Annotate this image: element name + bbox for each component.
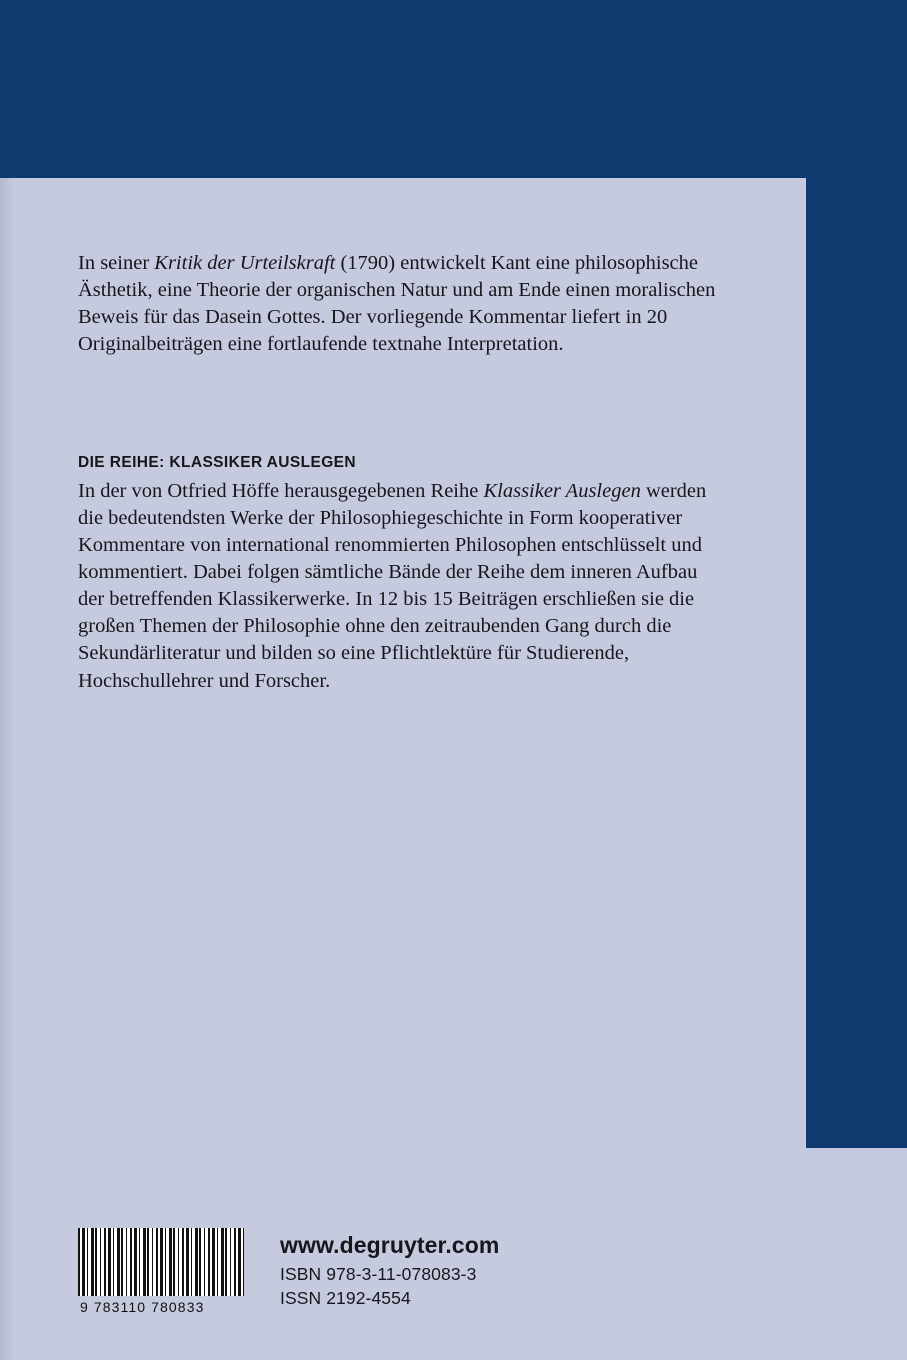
barcode-icon [78, 1228, 244, 1296]
series-title-italic: Klassiker Auslegen [483, 480, 641, 503]
navy-top-band [0, 0, 907, 178]
navy-right-column [806, 0, 907, 1148]
publisher-info [280, 1228, 499, 1312]
blurb-part-2: (1790) entwickelt Kant eine philosophische Ästhetik, eine Theorie der organischen Natur und am Ende einen moralischen Beweis für das Dasein Gottes. Der vorliegende Kommentar liefert in 20 Originalbeiträgen eine fortlaufende textnahe Interpretation. [78, 252, 716, 356]
cover-text-content [78, 250, 728, 695]
blurb-title-italic: Kritik der Urteilskraft [154, 252, 336, 274]
series-section [78, 454, 728, 694]
publisher-website[interactable]: www.degruyter.com [280, 1232, 500, 1258]
series-part-2: werden die bedeutendsten Werke der Philosophiegeschichte in Form kooperativer Kommentare von international renommierten Philosophen entschlüsselt und kommentiert. Dabei folgen sämtliche Bände der Reihe dem inneren Aufbau der betreffenden Klassikerwerke. In 12 bis 15 Beiträgen erschließen sie die großen Themen der Philosophie ohne den zeitraubenden Gang durch die Sekundärliteratur und bilden so eine Pflichtlektüre für Studierende, Hochschullehrer und Forscher. [78, 480, 707, 692]
cover-footer [78, 1228, 778, 1315]
blurb-part-1: In seiner [78, 252, 155, 274]
barcode-number: 9 783110 780833 [80, 1299, 205, 1315]
barcode-block [78, 1228, 248, 1315]
series-part-1: In der von Otfried Höffe herausgegebenen Reihe [78, 480, 484, 503]
spine-shadow [0, 178, 14, 1360]
issn-line: ISSN 2192-4554 [280, 1288, 411, 1308]
light-bottom-right-block [806, 1148, 907, 1360]
book-blurb [78, 250, 728, 358]
isbn-line: ISBN 978-3-11-078083-3 [280, 1264, 477, 1284]
series-heading: DIE REIHE: KLASSIKER AUSLEGEN [78, 454, 356, 472]
series-description [78, 478, 728, 694]
